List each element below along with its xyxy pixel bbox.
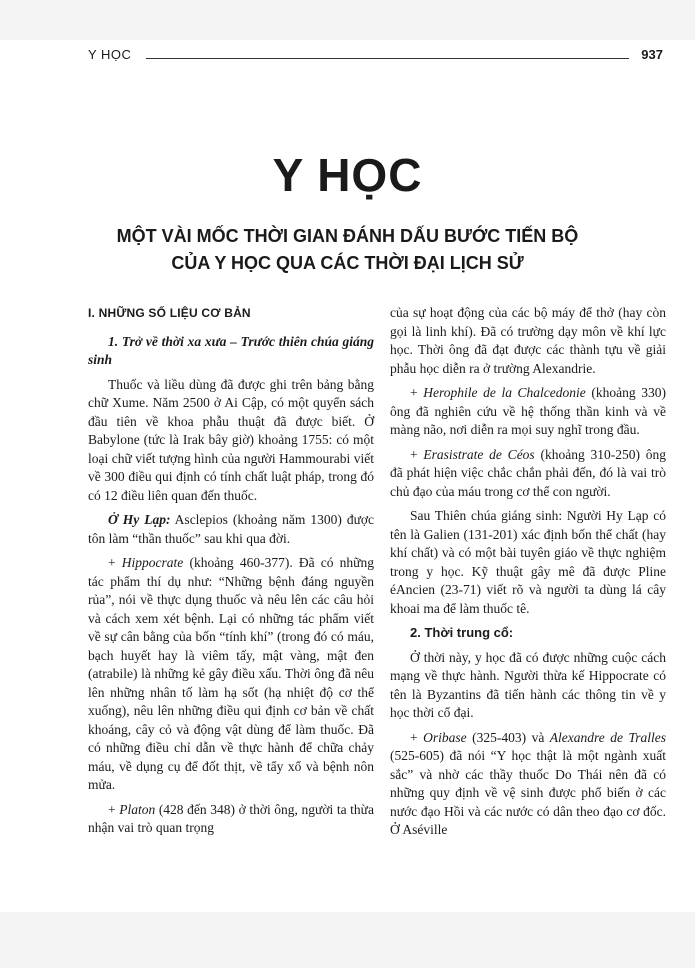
paragraph	[390, 384, 666, 440]
page-title: Y HỌC	[272, 149, 423, 201]
paragraph-text: Asclepios (khoảng năm 1300) được tôn làm “thần thuốc” sau khi qua đời.	[88, 512, 375, 546]
paragraph-text: (khoảng 330) ông đã nghiên cứu về hệ thống thần kinh và về màng não, nơi diễn ra mọi suy nghĩ trong đầu.	[390, 385, 667, 437]
paragraph-text: (khoảng 460-377). Đã có những tác phẩm thí dụ như: “Những bệnh đáng nguyền rủa”, nói về thực dụng thuốc và nêu lên các câu hỏi và cách xem xét bệnh. Lại có những tác phẩm viết về sự cân bằng của bốn “tính khí” (trong đó có máu, bạch huyết hay là viêm tấy, mật vàng, mật đen (atrabile) là những kẻ gây điều xấu. Thời ông đã nêu lên những nhân tố làm hạ sốt (hạ nhiệt độ cơ thể xuống), nêu lên những điều qui định cơ bản về chất khoáng, cây cỏ và động vật dùng để làm thuốc. Đã có những điều chỉ dẫn về thực hành để chữa chảy máu, về dụng cụ để đốt thịt, về tẩy xổ và bệnh nôn mửa.	[88, 555, 374, 792]
bottom-margin	[0, 912, 695, 968]
paragraph-text: (khoảng 310-250) ông đã phát hiện việc chắc chắn phải đến, đó là vai trò chủ đạo của máu trong cơ thể con người.	[390, 446, 666, 499]
paragraph	[88, 801, 374, 838]
person-name: Oribase	[423, 729, 467, 745]
person-name: Hippocrate	[121, 555, 184, 570]
paragraph-text: (428 đến 348) ở thời ông, người ta thừa nhận vai trò quan trọng	[88, 801, 374, 835]
left-column	[88, 304, 374, 844]
bullet-prefix: +	[108, 801, 120, 817]
subtitle-line-1: MỘT VÀI MỐC THỜI GIAN ĐÁNH DẤU BƯỚC TIẾN BỘ	[116, 226, 579, 246]
header-rule	[146, 58, 629, 59]
page-subtitle	[70, 223, 625, 277]
paragraph: Thuốc và liều dùng đã được ghi trên bảng bằng chữ Xume. Năm 2500 ở Ai Cập, có một quyển sách đầu tiên về khoa phẫu thuật đã được biết. Ở Babylone (tức là Irak bây giờ) khoảng 1755: có một loại chữ viết tượng hình của người Hammourabi viết về 300 điều qui định có tính chất luật pháp, trong đó có 12 điều liên quan đến thuốc.	[88, 376, 374, 503]
section-heading: I. NHỮNG SỐ LIỆU CƠ BẢN	[88, 306, 251, 320]
subsection-heading-1: 1. Trở về thời xa xưa – Trước thiên chúa giáng sinh	[88, 333, 374, 367]
paragraph	[88, 511, 374, 548]
paragraph-text: (325-403) và	[466, 729, 550, 745]
paragraph	[88, 554, 374, 795]
person-name: Erasistrate de Céos	[423, 446, 535, 462]
paragraph-lead: Ở Hy Lạp:	[108, 512, 171, 527]
person-name: Alexandre de Tralles	[549, 729, 666, 745]
bullet-prefix: +	[108, 555, 122, 570]
subtitle-line-2: CỦA Y HỌC QUA CÁC THỜI ĐẠI LỊCH SỬ	[171, 253, 524, 273]
running-title: Y HỌC	[88, 47, 132, 62]
person-name: Platon	[119, 801, 156, 817]
paragraph	[390, 729, 666, 840]
paragraph-text: (525-605) đã nói “Y học thật là một ngành xuất sắc” và nhờ các thầy thuốc Do Thái nên đã có những quy định về vệ sinh được phổ biến ở các nước đạo Hồi và các nước có dân theo đạo cơ đốc. Ở Aséville	[390, 748, 666, 837]
top-margin	[0, 0, 695, 40]
paragraph	[390, 446, 666, 502]
paragraph: Sau Thiên chúa giáng sinh: Người Hy Lạp có tên là Galien (131-201) xác định bốn thể chất (hay khí chất) và có một bài tuyên giáo về thực nghiệm trong y học. Kỹ thuật gây mê đã được Pline éAncien (23-71) viết rõ và người ta dùng lá cây khoai ma để làm thuốc tê.	[390, 508, 666, 616]
person-name: Herophile de la Chalcedonie	[423, 385, 586, 400]
bullet-prefix: +	[410, 385, 424, 400]
paragraph: Ở thời này, y học đã có được những cuộc cách mạng về thực hành. Người thừa kế Hippocrate có tên là Byzantins đã tiến hành các thông tin về y học thời cổ đại.	[390, 649, 666, 720]
bullet-prefix: +	[410, 446, 424, 462]
bullet-prefix: +	[410, 729, 424, 745]
paragraph: của sự hoạt động của các bộ máy để thở (hay còn gọi là linh khí). Đã có trường dạy môn về khí lực học. Thời ông đã đạt được các thành tựu về giải phẫu học diễn ra ở trường Alexandrie.	[390, 305, 666, 376]
running-header	[88, 47, 663, 67]
right-column	[390, 304, 666, 846]
page-number: 937	[641, 47, 663, 62]
subsection-heading-2: 2. Thời trung cổ:	[410, 625, 514, 640]
